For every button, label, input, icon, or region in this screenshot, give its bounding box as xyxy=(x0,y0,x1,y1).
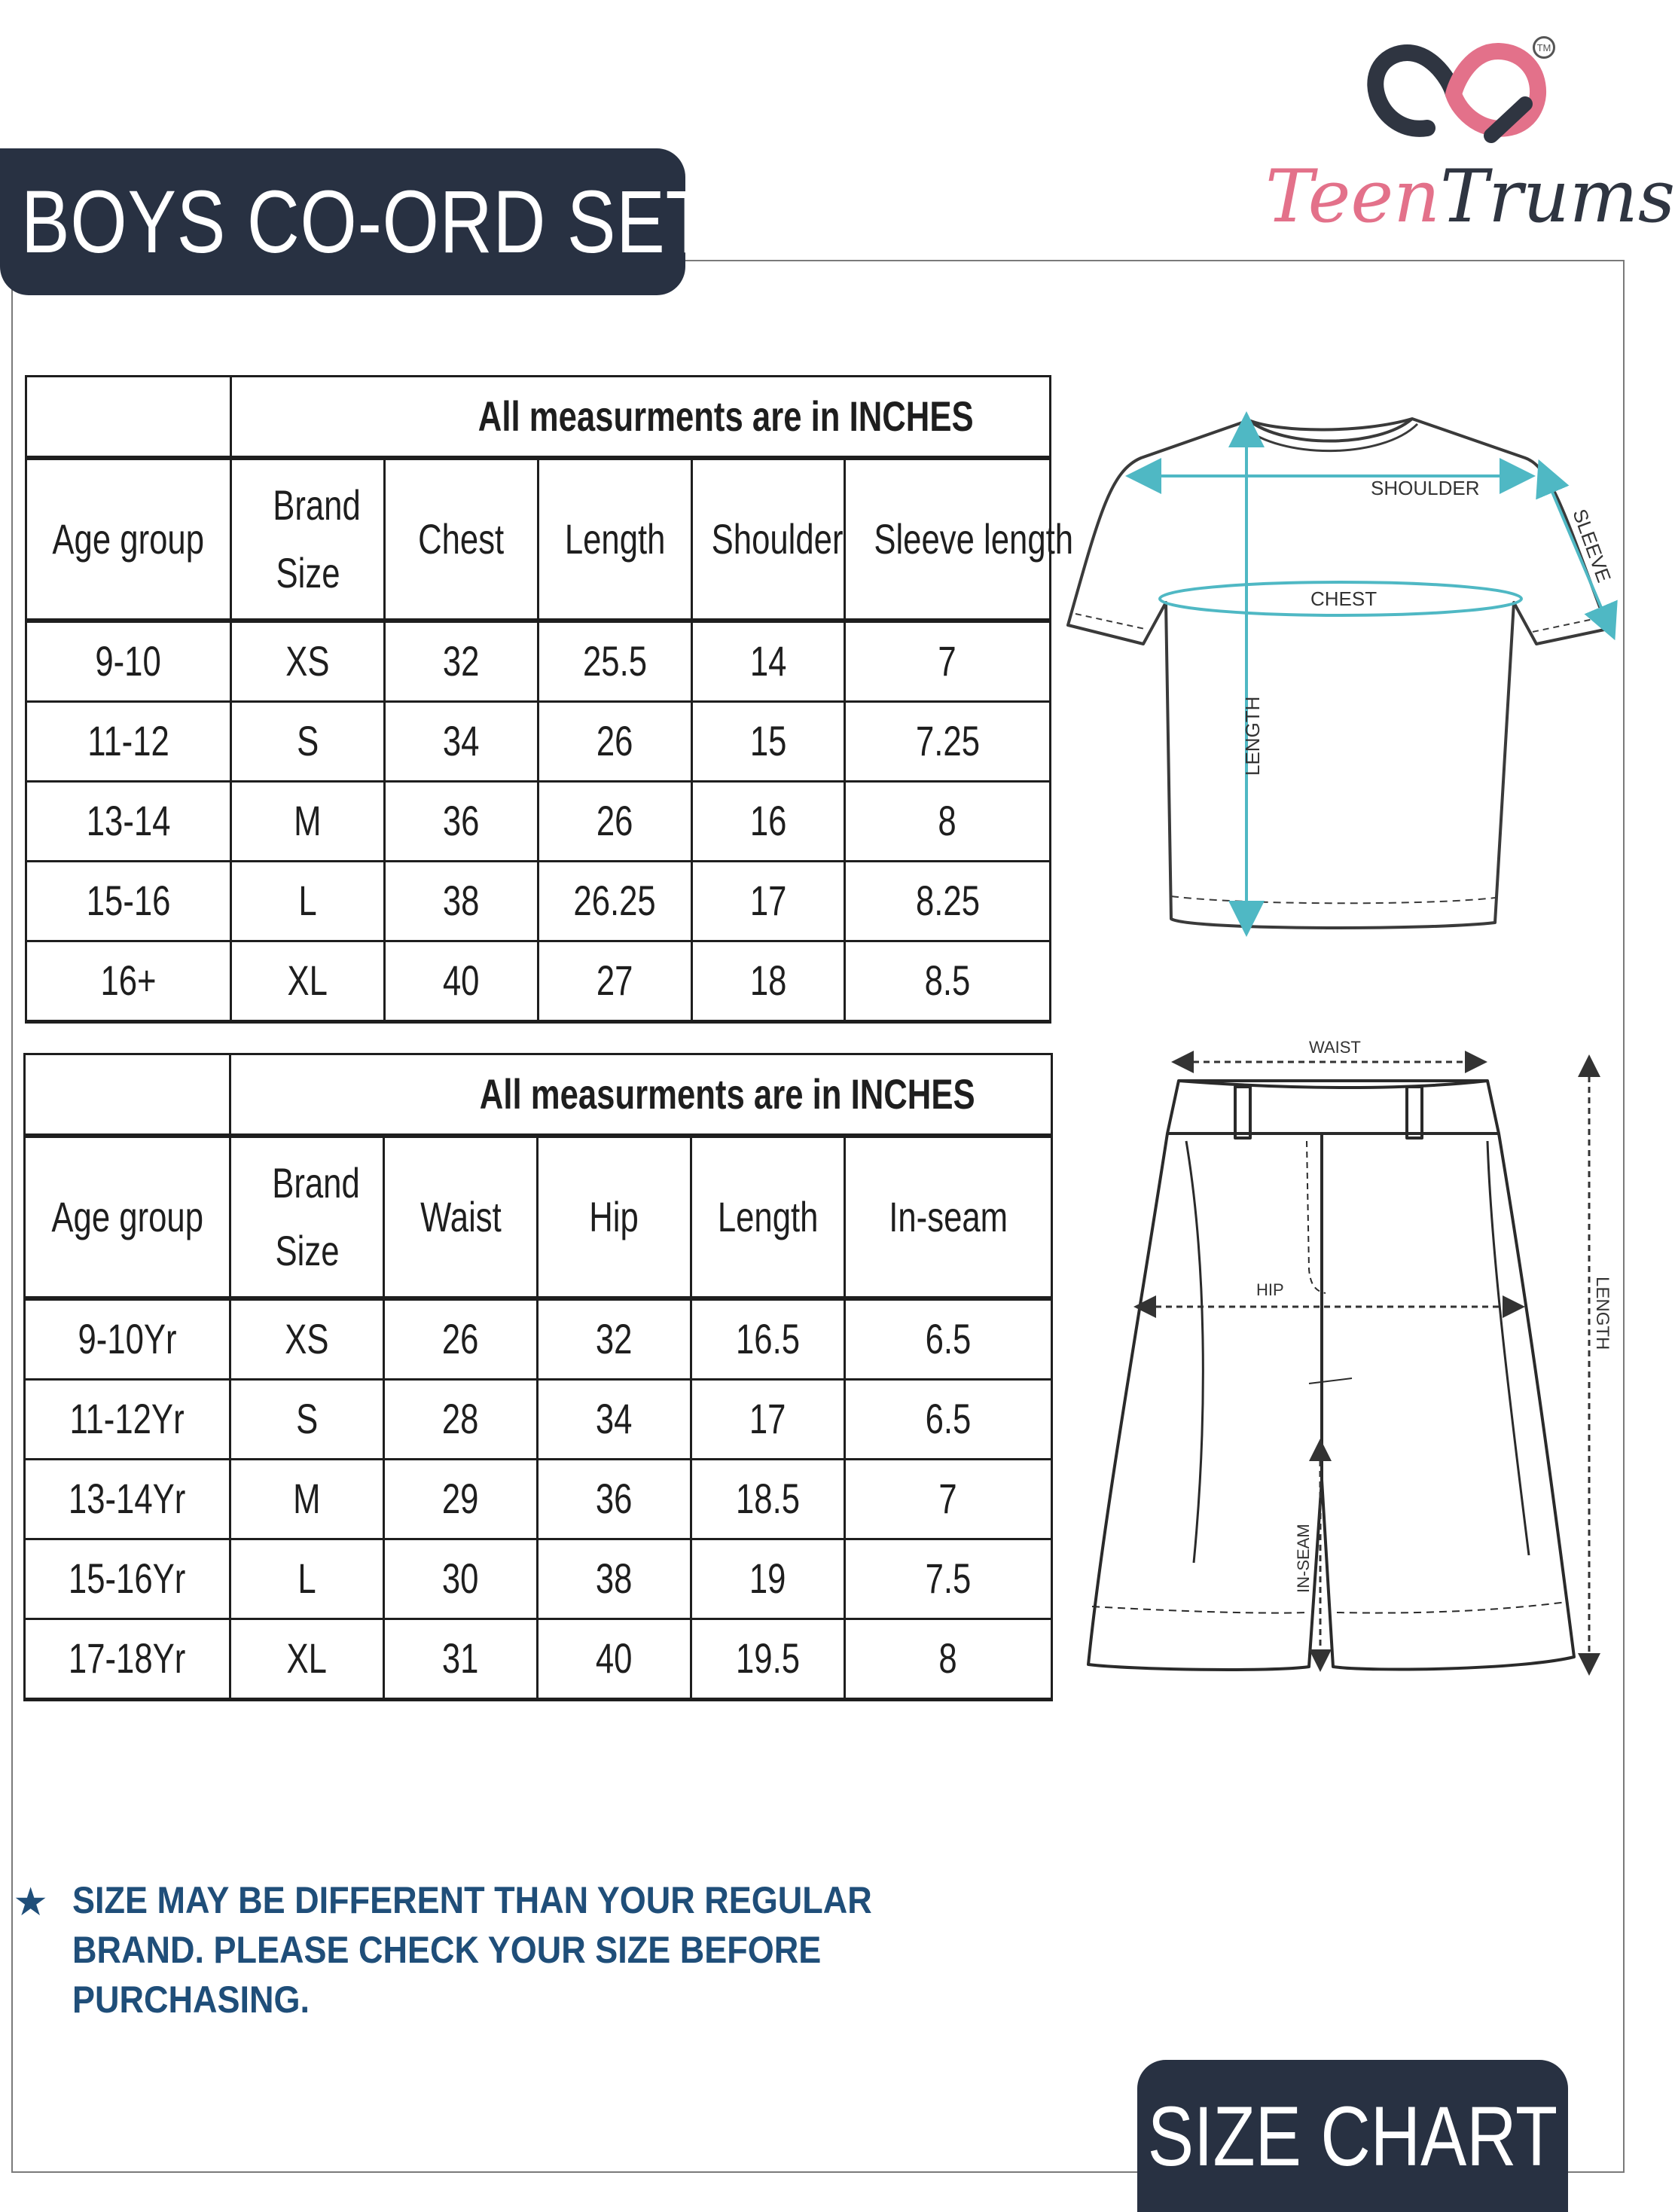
header-cell xyxy=(385,458,539,621)
cell-age-group: 11-12 xyxy=(87,717,169,765)
table-row xyxy=(26,862,1051,941)
shoulder-label: SHOULDER xyxy=(1371,477,1480,499)
cell-age-group: 17-18Yr xyxy=(69,1634,186,1683)
table-note-text: All measurments are in INCHES xyxy=(477,392,974,440)
brand-wordmark xyxy=(1265,154,1675,239)
disclaimer-line: BRAND. PLEASE CHECK YOUR SIZE BEFORE xyxy=(72,1929,822,1971)
cell-length: 19 xyxy=(749,1555,786,1603)
size-disclaimer xyxy=(15,1875,1039,2024)
brand-part-trums: Trums xyxy=(1440,154,1675,239)
sleeve-label: SLEEVE xyxy=(1568,505,1616,586)
cell-brand-size: M xyxy=(293,1475,321,1523)
hip-label: HIP xyxy=(1256,1280,1284,1299)
header-cell xyxy=(26,458,231,621)
table-note xyxy=(231,377,1051,459)
header-brand-size: Brand Size xyxy=(271,1159,360,1274)
header-shoulder: Shoulder xyxy=(711,514,844,563)
bottom-size-table xyxy=(23,1053,1053,1701)
cell-in-seam: 6.5 xyxy=(925,1395,972,1443)
tshirt-diagram xyxy=(1054,399,1634,949)
header-hip: Hip xyxy=(589,1192,639,1240)
cell-in-seam: 8 xyxy=(938,1634,958,1683)
cell-sleeve-length: 7.25 xyxy=(915,717,980,765)
table-row xyxy=(26,782,1051,862)
trademark-badge: TM xyxy=(1533,36,1555,59)
header-age-group: Age group xyxy=(51,1192,203,1240)
cell-waist: 29 xyxy=(442,1475,479,1523)
shorts-measurement-arrows xyxy=(1145,1062,1589,1664)
cell-age-group: 15-16Yr xyxy=(69,1555,186,1603)
size-chart-badge xyxy=(1137,2060,1568,2212)
cell-sleeve-length: 7 xyxy=(938,637,957,685)
cell-chest: 38 xyxy=(443,877,480,925)
cell-length: 26 xyxy=(596,717,633,765)
header-length: Length xyxy=(717,1192,819,1240)
cell-chest: 34 xyxy=(443,717,480,765)
cell-in-seam: 7 xyxy=(938,1475,958,1523)
cell-brand-size: XL xyxy=(287,956,328,1005)
cell-brand-size: L xyxy=(298,877,317,925)
cell-brand-size: S xyxy=(296,717,319,765)
table-row xyxy=(25,1460,1052,1539)
cell-length: 17 xyxy=(749,1395,786,1443)
header-cell xyxy=(25,1136,230,1298)
cell-shoulder: 14 xyxy=(749,637,787,685)
cell-waist: 30 xyxy=(442,1555,479,1603)
table-note xyxy=(230,1054,1052,1137)
cell-shoulder: 16 xyxy=(749,797,787,845)
table-row xyxy=(26,941,1051,1022)
cell-age-group: 16+ xyxy=(100,956,157,1005)
note-blank-cell xyxy=(26,377,231,459)
cell-brand-size: XS xyxy=(285,637,330,685)
cell-brand-size: S xyxy=(295,1395,319,1443)
tshirt-outline-icon xyxy=(1068,419,1608,928)
title-banner xyxy=(0,148,711,295)
table-row xyxy=(25,1298,1052,1380)
cell-waist: 26 xyxy=(442,1315,479,1363)
tshirt-length-label: LENGTH xyxy=(1241,696,1264,776)
note-blank-cell xyxy=(25,1054,230,1137)
cell-length: 18.5 xyxy=(735,1475,801,1523)
table-row xyxy=(26,702,1051,782)
shorts-length-label: LENGTH xyxy=(1592,1277,1612,1350)
cell-length: 27 xyxy=(596,956,633,1005)
inseam-label: IN-SEAM xyxy=(1294,1524,1313,1593)
cell-waist: 31 xyxy=(442,1634,479,1683)
brand-part-teen: Teen xyxy=(1265,154,1441,239)
cell-length: 26.25 xyxy=(573,877,657,925)
cell-in-seam: 7.5 xyxy=(925,1555,972,1603)
cell-age-group: 13-14Yr xyxy=(69,1475,186,1523)
table-note-text: All measurments are in INCHES xyxy=(479,1069,975,1118)
waist-label: WAIST xyxy=(1309,1038,1361,1057)
header-sleeve-length: Sleeve length xyxy=(874,514,1074,563)
cell-length: 16.5 xyxy=(735,1315,801,1363)
header-cell xyxy=(845,458,1074,621)
header-cell xyxy=(384,1136,538,1298)
cell-length: 19.5 xyxy=(735,1634,801,1683)
cell-hip: 36 xyxy=(596,1475,633,1523)
cell-waist: 28 xyxy=(442,1395,479,1443)
cell-age-group: 13-14 xyxy=(86,797,171,845)
table-row xyxy=(25,1619,1052,1700)
header-cell xyxy=(691,1136,845,1298)
cell-hip: 32 xyxy=(596,1315,633,1363)
star-icon: ★ xyxy=(15,1882,47,1921)
header-cell xyxy=(538,1136,691,1298)
shorts-outline-icon xyxy=(1088,1081,1574,1670)
header-age-group: Age group xyxy=(52,514,205,563)
top-size-table xyxy=(25,375,1074,1024)
chest-label: CHEST xyxy=(1310,587,1378,610)
size-chart-label: SIZE CHART xyxy=(1147,2088,1558,2183)
cell-in-seam: 6.5 xyxy=(925,1315,972,1363)
cell-sleeve-length: 8.5 xyxy=(924,956,971,1005)
shorts-diagram xyxy=(1069,1028,1634,1691)
table-row xyxy=(26,621,1051,702)
header-waist: Waist xyxy=(420,1192,502,1240)
disclaimer-line: SIZE MAY BE DIFFERENT THAN YOUR REGULAR xyxy=(72,1879,872,1921)
cell-brand-size: XL xyxy=(286,1634,328,1683)
cell-age-group: 9-10 xyxy=(95,637,162,685)
cell-sleeve-length: 8.25 xyxy=(915,877,980,925)
cell-age-group: 9-10Yr xyxy=(78,1315,177,1363)
cell-hip: 40 xyxy=(596,1634,633,1683)
table-row xyxy=(25,1380,1052,1460)
cell-hip: 38 xyxy=(596,1555,633,1603)
header-chest: Chest xyxy=(418,514,505,563)
page-title: BOYS CO-ORD SET xyxy=(21,172,711,272)
cell-shoulder: 17 xyxy=(749,877,787,925)
cell-shoulder: 18 xyxy=(749,956,787,1005)
cell-brand-size: L xyxy=(297,1555,316,1603)
header-length: Length xyxy=(564,514,666,563)
header-in-seam: In-seam xyxy=(889,1192,1008,1240)
header-brand-size: Brand Size xyxy=(272,481,361,596)
cell-chest: 32 xyxy=(443,637,480,685)
cell-chest: 36 xyxy=(443,797,480,845)
cell-sleeve-length: 8 xyxy=(938,797,957,845)
measurement-arrows xyxy=(1143,429,1608,919)
cell-shoulder: 15 xyxy=(749,717,787,765)
header-cell xyxy=(692,458,845,621)
cell-age-group: 11-12Yr xyxy=(69,1395,185,1443)
header-cell xyxy=(845,1136,1052,1298)
cell-chest: 40 xyxy=(443,956,480,1005)
header-cell xyxy=(539,458,692,621)
table-row xyxy=(25,1539,1052,1619)
brand-logo xyxy=(1265,23,1675,249)
cell-age-group: 15-16 xyxy=(86,877,171,925)
header-cell xyxy=(230,1136,384,1298)
cell-length: 26 xyxy=(596,797,633,845)
cell-length: 25.5 xyxy=(582,637,648,685)
cell-brand-size: XS xyxy=(285,1315,329,1363)
cell-brand-size: M xyxy=(294,797,322,845)
disclaimer-line: PURCHASING. xyxy=(72,1979,310,2021)
logo-mark-icon xyxy=(1265,23,1619,166)
header-cell xyxy=(231,458,385,621)
cell-hip: 34 xyxy=(596,1395,633,1443)
